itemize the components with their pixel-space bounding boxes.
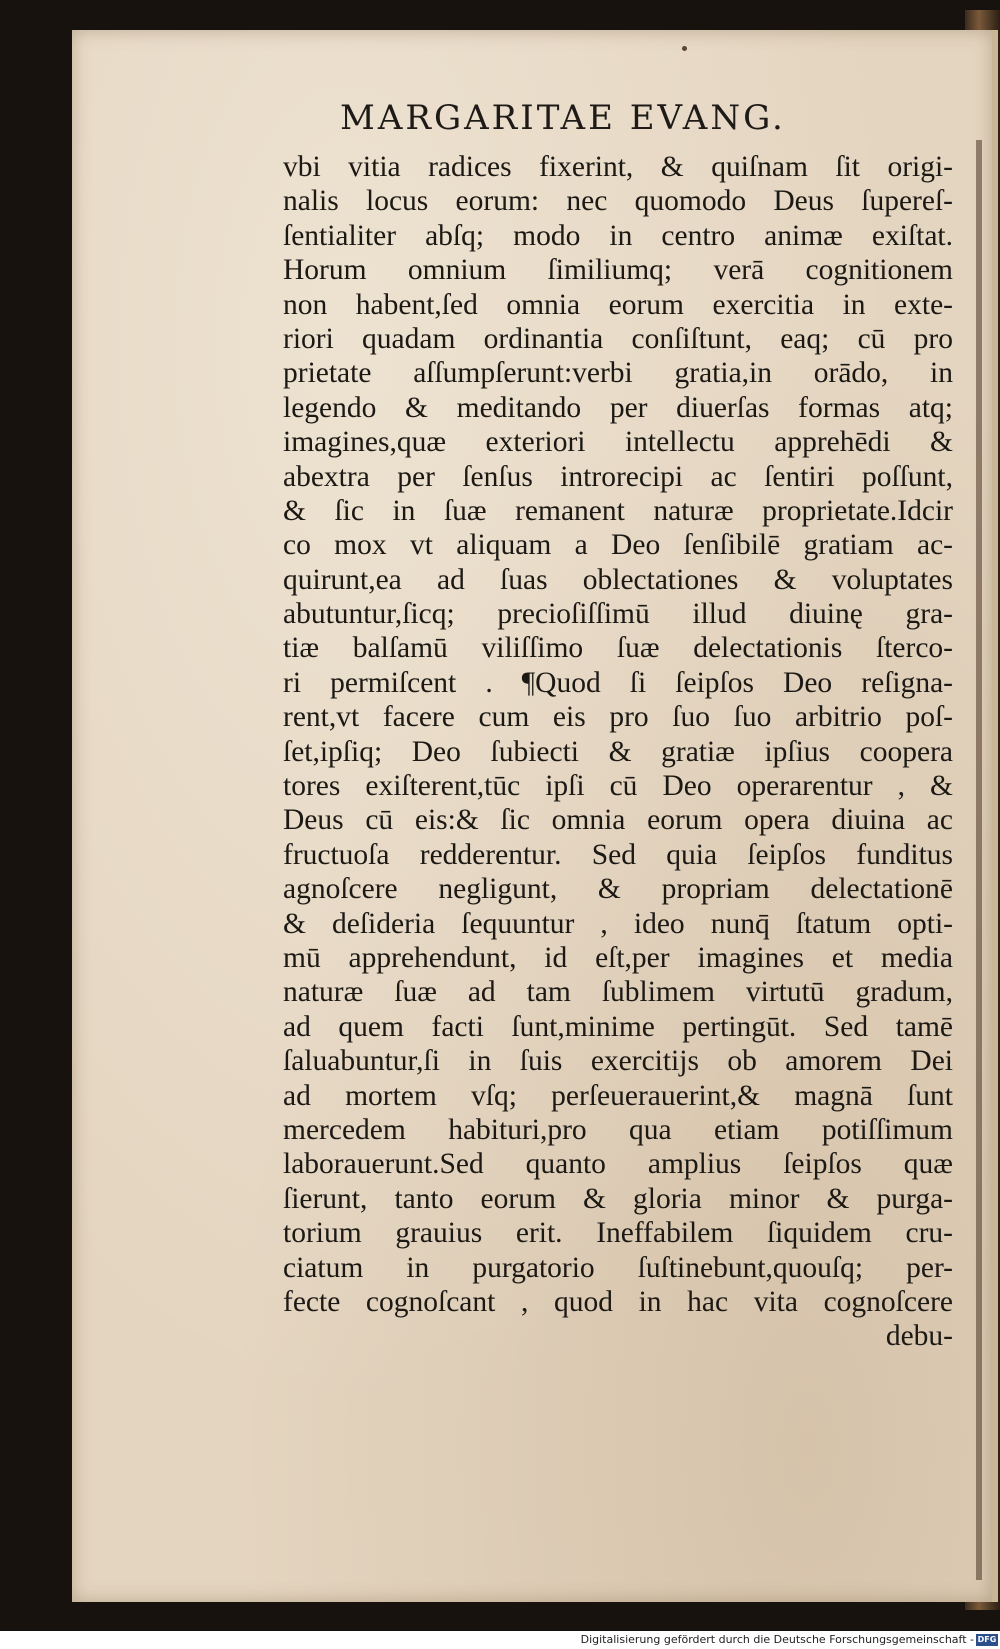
text-line: & ſic in ſuæ remanent naturæ proprietate.Idcir: [283, 494, 953, 527]
text-line: non habent,ſed omnia eorum exercitia in exte-: [283, 288, 953, 321]
text-line: abutuntur,ſicq; precioſiſſimū illud diuinę gra-: [283, 598, 953, 631]
running-head: MARGARITAE EVANG.: [340, 98, 786, 138]
text-line: imagines,quæ exteriori intellectu apprehēdi &: [283, 426, 953, 459]
text-line: ad quem facti ſunt,minime pertingūt. Sed tamē: [283, 1010, 953, 1043]
text-line: ſentialiter abſq; modo in centro animæ exiſtat.: [283, 219, 953, 252]
footer-bar: [0, 1631, 1000, 1649]
text-line: Deus cū eis:& ſic omnia eorum opera diuina ac: [283, 804, 953, 837]
text-line: abextra per ſenſus introrecipi ac ſentiri poſſunt,: [283, 460, 953, 493]
text-line: vbi vitia radices fixerint, & quiſnam ſit origi-: [283, 151, 953, 183]
text-line: mū apprehendunt, id eſt,per imagines et media: [283, 941, 953, 974]
text-line: ad mortem vſq; perſeuerauerint,& magnā ſunt: [283, 1079, 953, 1112]
text-line: legendo & meditando per diuerſas formas atq;: [283, 391, 953, 424]
text-line: ciatum in purgatorio ſuſtinebunt,quouſq; per-: [283, 1251, 953, 1284]
text-line: nalis locus eorum: nec quomodo Deus ſupereſ-: [283, 185, 953, 218]
text-line: rent,vt facere cum eis pro ſuo ſuo arbitrio poſ-: [283, 701, 953, 734]
text-line: fructuoſa redderentur. Sed quia ſeipſos funditus: [283, 838, 953, 871]
text-line: laborauerunt.Sed quanto amplius ſeipſos quæ: [283, 1148, 953, 1181]
text-line: fecte cognoſcant , quod in hac vita cognoſcere: [283, 1285, 953, 1318]
text-line: quirunt,ea ad ſuas oblectationes & voluptates: [283, 563, 953, 596]
text-line: mercedem habituri,pro qua etiam potiſſimum: [283, 1113, 953, 1146]
text-line: agnoſcere negligunt, & propriam delectationē: [283, 873, 953, 906]
text-line: naturæ ſuæ ad tam ſublimem virtutū gradum,: [283, 976, 953, 1009]
text-line: ſierunt, tanto eorum & gloria minor & purga-: [283, 1182, 953, 1215]
dfg-logo-icon: DFG: [977, 1635, 997, 1644]
text-line: tores exiſterent,tūc ipſi cū Deo operarentur , &: [283, 770, 953, 803]
text-line: & deſideria ſequuntur , ideo nunq̄ ſtatum opti-: [283, 907, 953, 940]
text-line: Horum omnium ſimiliumq; verā cognitionem: [283, 254, 953, 287]
text-line: tiæ balſamū viliſſimo ſuæ delectationis ſterco-: [283, 632, 953, 665]
footer-credit: Digitalisierung gefördert durch die Deutsche Forschungsgemeinschaft -: [580, 1633, 974, 1646]
text-line: prietate aſſumpſerunt:verbi gratia,in orādo, in: [283, 357, 953, 390]
text-line: torium grauius erit. Ineffabilem ſiquidem cru-: [283, 1217, 953, 1250]
catchword: debu-: [885, 1320, 953, 1353]
text-line: ri permiſcent . ¶Quod ſi ſeipſos Deo reſigna-: [283, 666, 953, 699]
text-line: riori quadam ordinantia conſiſtunt, eaq; cū pro: [283, 322, 953, 355]
page-edge-shadow: [976, 140, 982, 1580]
ink-speck: [682, 46, 687, 51]
text-line: ſet,ipſiq; Deo ſubiecti & gratiæ ipſius coopera: [283, 735, 953, 768]
text-block: [283, 150, 953, 1354]
text-line: ſaluabuntur,ſi in ſuis exercitijs ob amorem Dei: [283, 1045, 953, 1078]
text-line: co mox vt aliquam a Deo ſenſibilē gratiam ac-: [283, 529, 953, 562]
